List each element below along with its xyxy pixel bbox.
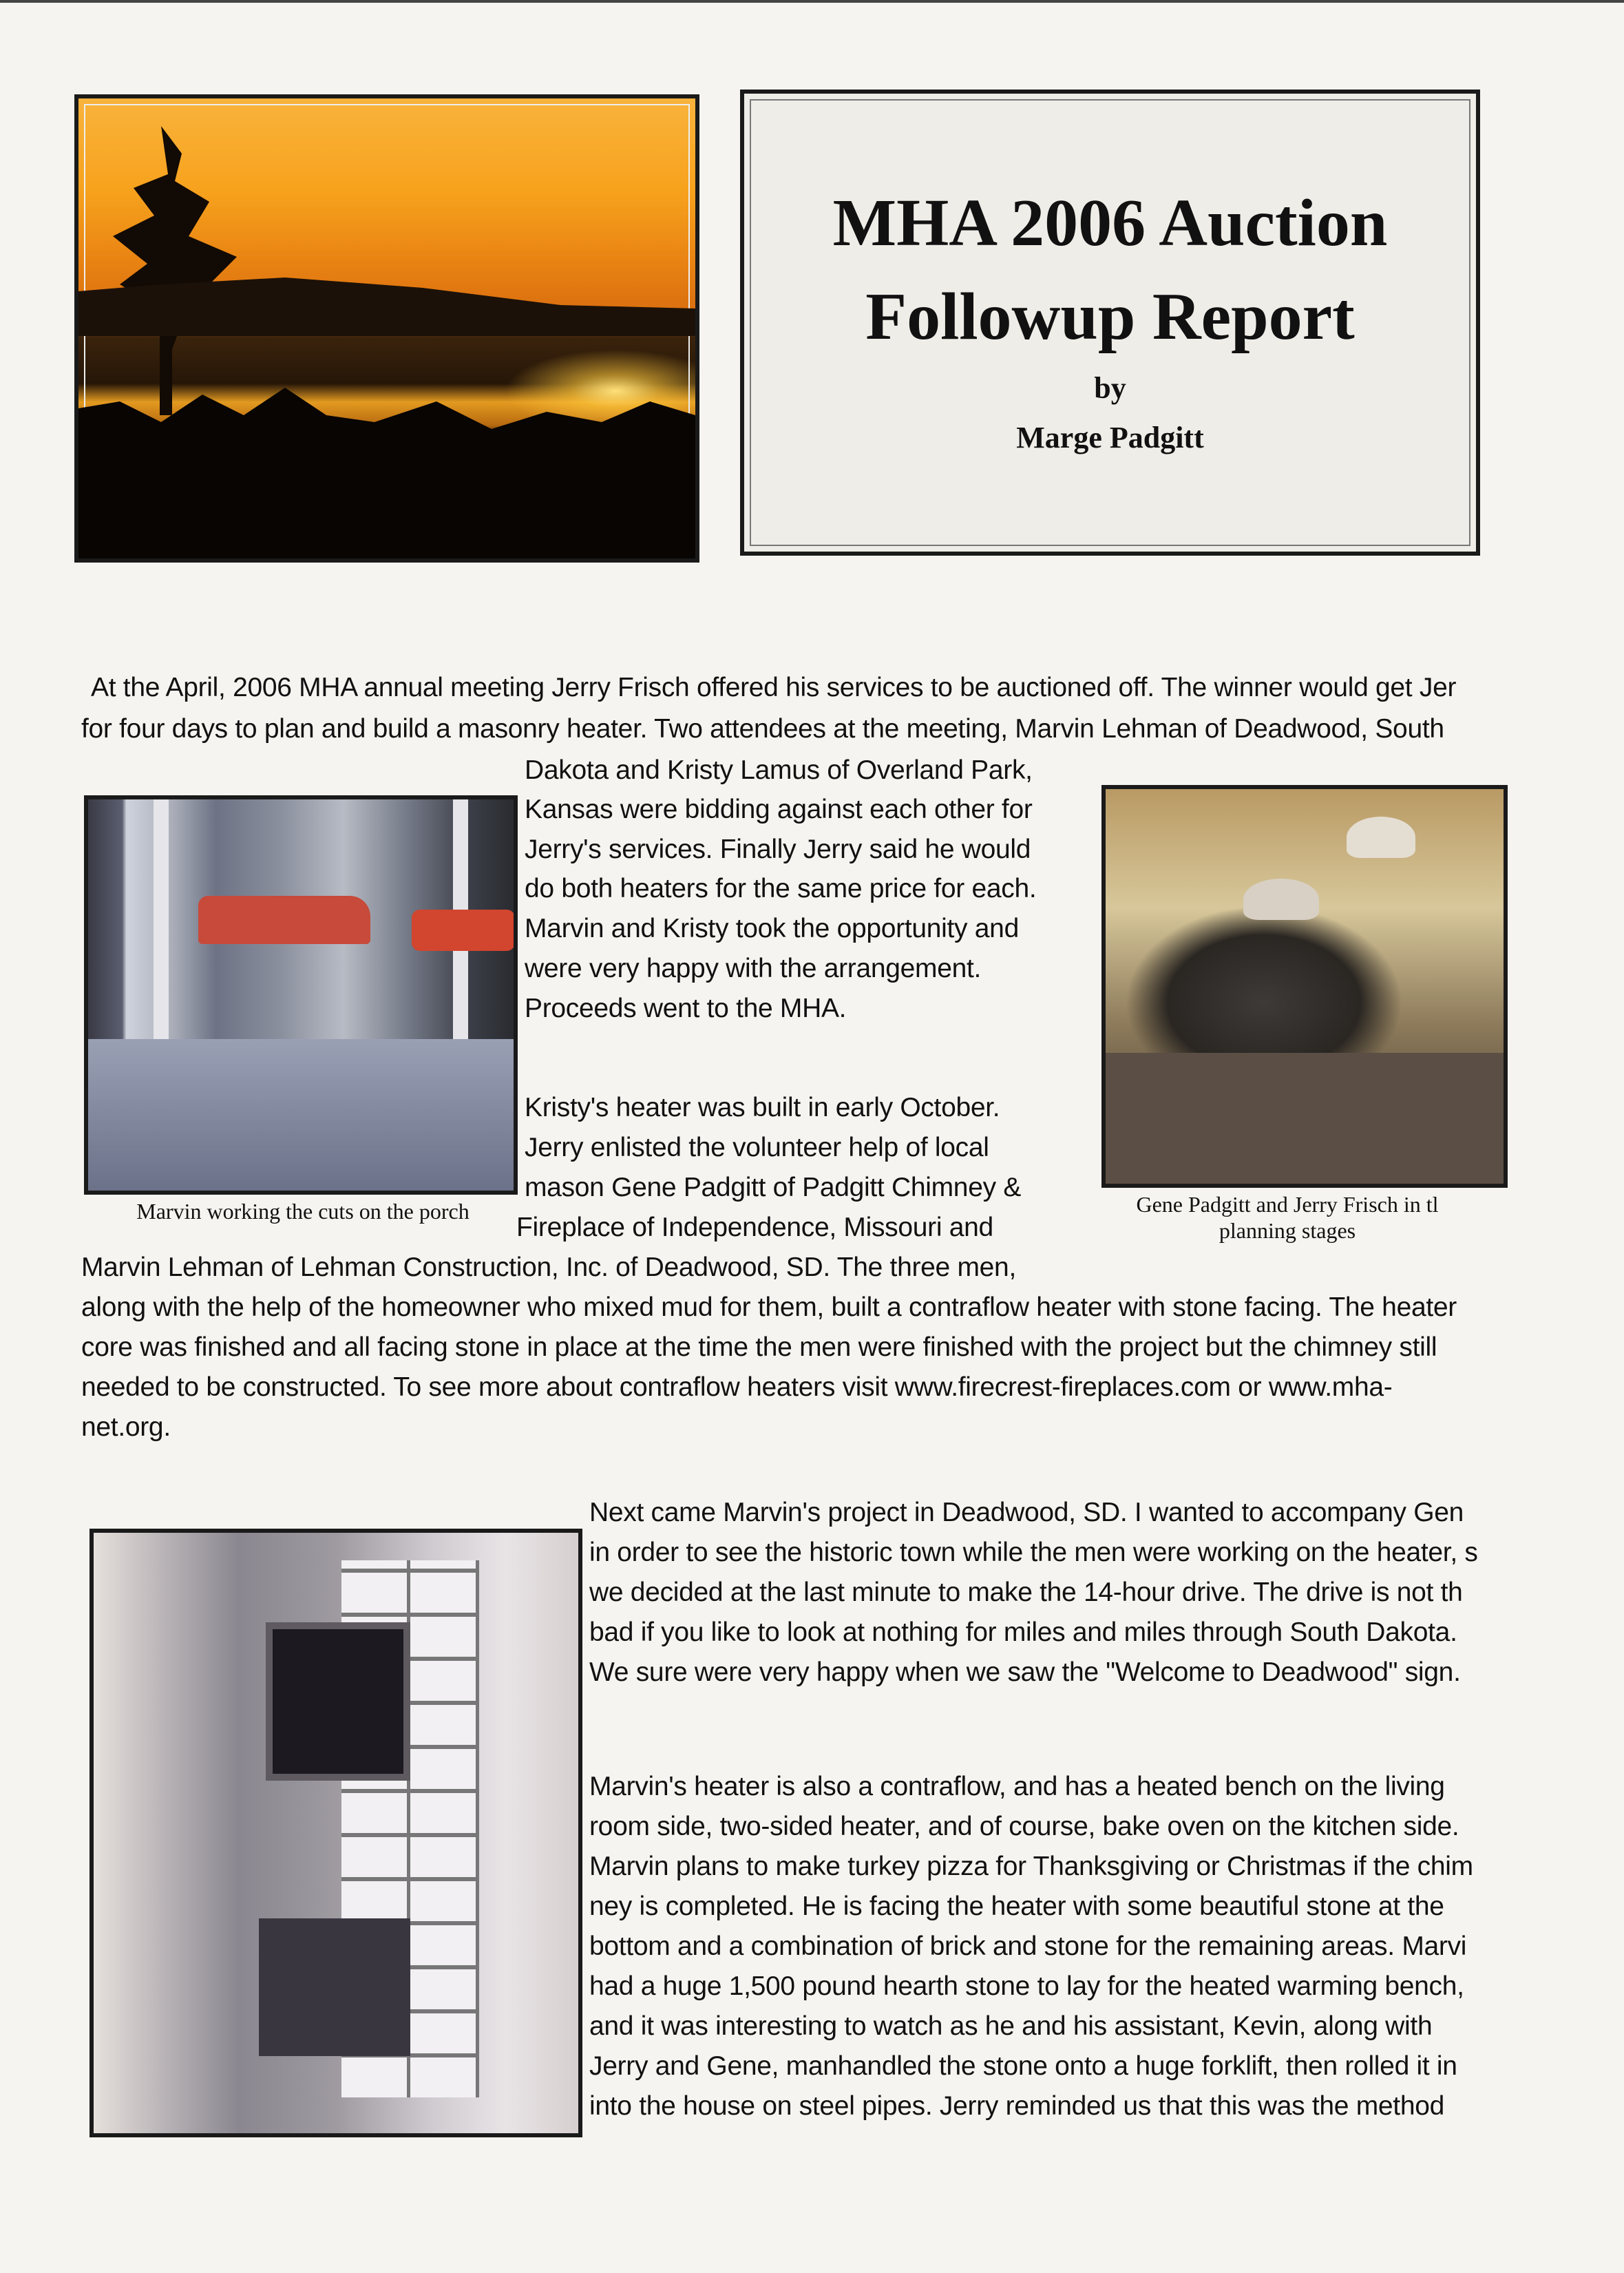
p4-line-1: Marvin's heater is also a contraflow, and has a heated bench on the living bbox=[589, 1772, 1445, 1801]
p4-line-8: Jerry and Gene, manhandled the stone onto a huge forklift, then rolled it in bbox=[589, 2051, 1457, 2081]
p2-line-7: core was finished and all facing stone in place at the time the men were finished with the project but the chimney still bbox=[81, 1332, 1437, 1362]
p3-line-1: Next came Marvin's project in Deadwood, SD. I wanted to accompany Gen bbox=[589, 1498, 1464, 1527]
oven-door bbox=[266, 1622, 410, 1781]
firebox bbox=[259, 1918, 410, 2056]
porch-photo bbox=[84, 795, 518, 1195]
red-truck bbox=[412, 910, 515, 951]
p1-line-4: Kansas were bidding against each other for bbox=[525, 795, 1033, 824]
sunset-photo bbox=[74, 94, 699, 563]
p4-line-4: ney is completed. He is facing the heater with some beautiful stone at the bbox=[589, 1892, 1444, 1921]
p2-line-6: along with the help of the homeowner who mixed mud for them, built a contraflow heater with stone facing. The heater bbox=[81, 1292, 1457, 1322]
author-name: Marge Padgitt bbox=[1016, 421, 1204, 454]
p4-line-3: Marvin plans to make turkey pizza for Thanksgiving or Christmas if the chim bbox=[589, 1852, 1473, 1881]
p1-line-6: do both heaters for the same price for each. bbox=[525, 874, 1037, 903]
planning-photo bbox=[1101, 785, 1508, 1188]
silhouette-graphic bbox=[78, 98, 695, 558]
p1-line-7: Marvin and Kristy took the opportunity and bbox=[525, 914, 1019, 943]
planning-caption-line-2: planning stages bbox=[1219, 1218, 1356, 1243]
porch-caption: Marvin working the cuts on the porch bbox=[136, 1199, 470, 1224]
title-line-1: MHA 2006 Auction bbox=[832, 186, 1388, 260]
p1-line-2: for four days to plan and build a masonry heater. Two attendees at the meeting, Marvin Lehman of Deadwood, South bbox=[81, 714, 1444, 744]
red-car bbox=[198, 896, 370, 944]
p2-line-9: net.org. bbox=[81, 1412, 171, 1442]
p3-line-2: in order to see the historic town while the men were working on the heater, s bbox=[589, 1538, 1478, 1567]
p1-line-9: Proceeds went to the MHA. bbox=[525, 994, 847, 1023]
p2-line-1: Kristy's heater was built in early October. bbox=[525, 1093, 1000, 1122]
p3-line-3: we decided at the last minute to make the 14-hour drive. The drive is not th bbox=[589, 1578, 1463, 1607]
planning-caption-line-1: Gene Padgitt and Jerry Frisch in tl bbox=[1136, 1192, 1439, 1217]
hat-2 bbox=[1347, 817, 1415, 858]
p2-line-8: needed to be constructed. To see more about contraflow heaters visit www.firecrest-fireplaces.com or www.mha- bbox=[81, 1372, 1393, 1402]
p3-line-4: bad if you like to look at nothing for miles and miles through South Dakota. bbox=[589, 1617, 1457, 1647]
p1-line-1: At the April, 2006 MHA annual meeting Jerry Frisch offered his services to be auctioned off. The winner would get Jer bbox=[91, 673, 1457, 702]
table bbox=[1106, 1053, 1504, 1184]
p1-line-3: Dakota and Kristy Lamus of Overland Park, bbox=[525, 755, 1033, 785]
p4-line-2: room side, two-sided heater, and of course, bake oven on the kitchen side. bbox=[589, 1812, 1459, 1841]
planning-caption bbox=[1101, 1191, 1473, 1244]
byline-by: by bbox=[1094, 371, 1126, 405]
hat-1 bbox=[1243, 879, 1319, 920]
p3-line-5: We sure were very happy when we saw the "Welcome to Deadwood" sign. bbox=[589, 1657, 1461, 1687]
p2-line-2: Jerry enlisted the volunteer help of local bbox=[525, 1133, 989, 1162]
heater-photo bbox=[89, 1529, 582, 2137]
title-line-2: Followup Report bbox=[865, 280, 1355, 354]
p1-line-5: Jerry's services. Finally Jerry said he would bbox=[525, 835, 1031, 864]
p4-line-7: and it was interesting to watch as he and his assistant, Kevin, along with bbox=[589, 2011, 1433, 2041]
p1-line-8: were very happy with the arrangement. bbox=[525, 954, 982, 983]
title-box bbox=[740, 90, 1480, 556]
p2-line-4: Fireplace of Independence, Missouri and bbox=[516, 1213, 993, 1242]
p4-line-9: into the house on steel pipes. Jerry reminded us that this was the method bbox=[589, 2091, 1444, 2121]
title-box-inner-frame bbox=[750, 99, 1470, 546]
p4-line-6: had a huge 1,500 pound hearth stone to lay for the heated warming bench, bbox=[589, 1971, 1464, 2001]
p2-line-3: mason Gene Padgitt of Padgitt Chimney & bbox=[525, 1173, 1022, 1202]
p2-line-5: Marvin Lehman of Lehman Construction, Inc. of Deadwood, SD. The three men, bbox=[81, 1253, 1016, 1282]
porch-floor bbox=[88, 1039, 514, 1191]
p4-line-5: bottom and a combination of brick and stone for the remaining areas. Marvi bbox=[589, 1931, 1467, 1961]
top-rule bbox=[0, 0, 1624, 3]
